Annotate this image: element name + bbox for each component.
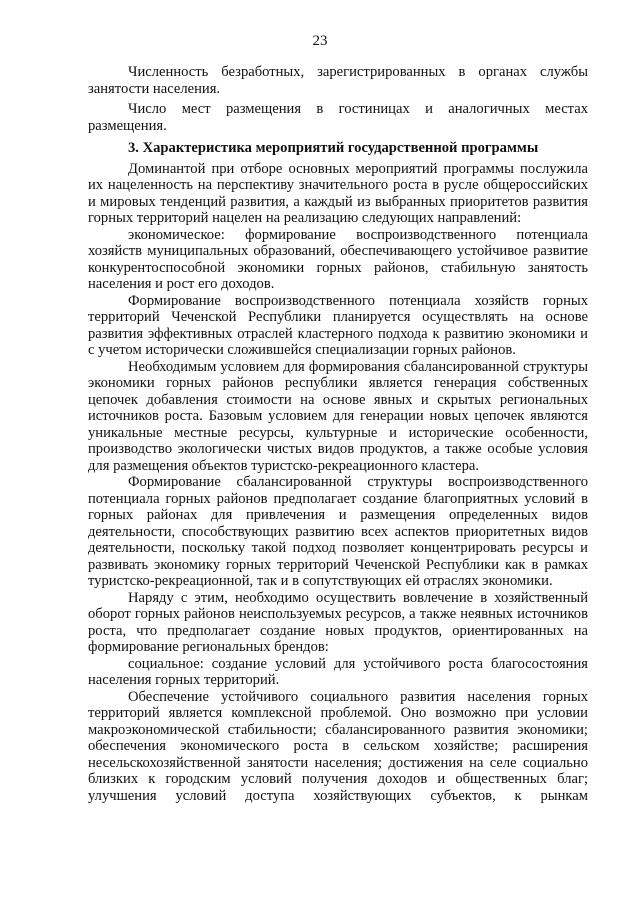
paragraph-unused-resources: Наряду с этим, необходимо осуществить вовлечение в хозяйственный оборот горных районов неиспользуемых ресурсов, а также неявных источников роста, что предполагает создание новых продуктов, ориентированных на формирование региональных брендов: [88,589,588,655]
paragraph-hotel-places: Число мест размещения в гостиницах и аналогичных местах размещения. [88,101,588,134]
document-body [88,64,588,804]
paragraph-social-development: Обеспечение устойчивого социального развития населения горных территорий является комплексной проблемой. Оно возможно при условии макроэкономической стабильности; сбалансированного развития экономики; обеспечения экономического роста в сельском хозяйстве; расширения несельскохозяйственной занятости населения; достижения на селе социально близких к городским условий получения доходов и общественных благ; улучшения условий доступа хозяйствующих субъектов, к рынкам [88,688,588,804]
paragraph-economic-direction: экономическое: формирование воспроизводственного потенциала хозяйств муниципальных образований, обеспечивающего устойчивое развитие конкурентоспособной экономики горных районов, стабильную занятость населения и рост его доходов. [88,226,588,292]
paragraph-balanced-structure: Формирование сбалансированной структуры воспроизводственного потенциала горных районов предполагает создание благоприятных условий в горных районах для привлечения и размещения определенных видов деятельности, способствующих развитию всех аспектов приоритетных видов деятельности, поскольку такой подход позволяет концентрировать ресурсы и развивать экономику горных территорий Чеченской Республики как в рамках туристско-рекреационной, так и в сопутствующих ей отраслях экономики. [88,474,588,589]
paragraph-dominant: Доминантой при отборе основных мероприятий программы послужила их нацеленность на перспективу значительного роста в русле общероссийских и мировых тенденций развития, а каждый из выбранных приоритетов развития горных территорий нацелен на реализацию следующих направлений: [88,160,588,226]
page-number: 23 [312,33,328,49]
section-heading: 3. Характеристика мероприятий государственной программы [128,140,539,156]
paragraph-value-chains: Необходимым условием для формирования сбалансированной структуры экономики горных районов республики является генерация собственных цепочек добавления стоимости на основе явных и скрытых региональных источников роста. Базовым условием для генерации новых цепочек являются уникальные местные ресурсы, культурные и исторические особенности, производство экологически чистых видов продуктов, а также особые условия для размещения объектов туристско-рекреационного кластера. [88,358,588,474]
paragraph-unemployed-count: Численность безработных, зарегистрированных в органах службы занятости населения. [88,64,588,97]
paragraph-social-direction: социальное: создание условий для устойчивого роста благосостояния населения горных территорий. [88,655,588,688]
paragraph-reproduction-potential: Формирование воспроизводственного потенциала хозяйств горных территорий Чеченской Республики планируется осуществлять на основе развития эффективных отраслей кластерного подхода к развитию экономики и с учетом исторически сложившейся специализации горных районов. [88,292,588,358]
